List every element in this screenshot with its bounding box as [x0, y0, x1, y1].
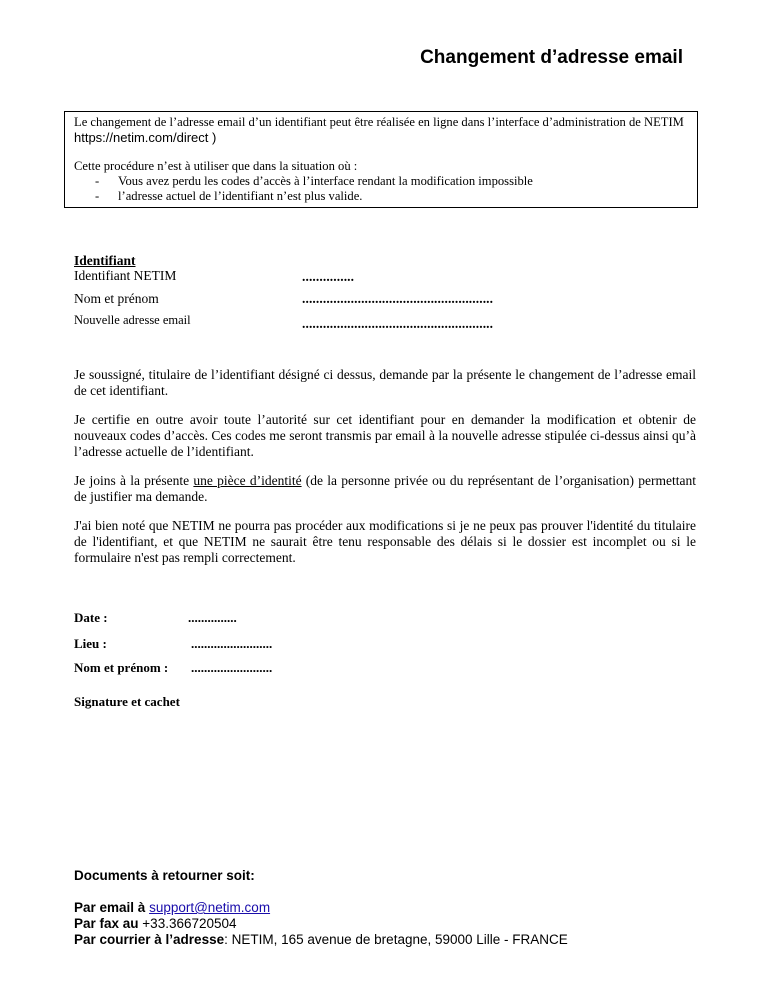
notice-box [64, 111, 698, 208]
support-email-link[interactable]: support@netim.com [149, 900, 271, 915]
paragraph: J'ai bien noté que NETIM ne pourra pas procéder aux modifications si je ne peux pas prouver l'identité du titulaire de l'identifiant, et que NETIM ne saurait être tenu responsable des délais si le dossier est incomplet ou si le formulaire n'est pas rempli correctement. [74, 518, 696, 565]
notice-bullet [74, 174, 691, 189]
field-fill-line[interactable]: ....................................................... [302, 291, 494, 306]
bullet-dash: - [95, 174, 100, 188]
identifiant-heading: Identifiant [74, 253, 136, 268]
field-label: Nouvelle adresse email [74, 313, 191, 327]
notice-intro-text: Le changement de l’adresse email d’un identifiant peut être réalisée en ligne dans l’interface d’administration de NETIM [74, 115, 684, 129]
mail-label: Par courrier à l’adresse [74, 932, 225, 947]
notice-intro [74, 115, 691, 146]
field-fill-line[interactable]: ............... [302, 269, 355, 284]
bullet-dash: - [95, 189, 100, 203]
nom-label: Nom et prénom : [74, 660, 169, 675]
nom-fill-line[interactable]: ......................... [191, 660, 273, 675]
fax-number: +33.366720504 [142, 916, 237, 931]
email-label: Par email à [74, 900, 150, 915]
bullet-text: Vous avez perdu les codes d’accès à l’interface rendant la modification impossible [118, 174, 533, 188]
field-label: Nom et prénom [74, 291, 159, 306]
fax-label: Par fax au [74, 916, 143, 931]
bullet-text: l’adresse actuel de l’identifiant n’est plus valide. [118, 189, 363, 203]
paragraph-text: (de la personne privée ou du représentant de l’organisation) permettant de justifier ma demande. [74, 473, 697, 504]
email-line [74, 900, 724, 916]
notice-procedure: Cette procédure n’est à utiliser que dans la situation où : [74, 159, 358, 173]
netim-direct-link[interactable]: https://netim.com/direct [74, 130, 209, 145]
identifiant-section [74, 253, 704, 331]
notice-url-close: ) [208, 130, 217, 145]
mail-line [74, 932, 724, 948]
page-title: Changement d’adresse email [420, 47, 683, 68]
declaration-text [74, 367, 696, 579]
signature-label: Signature et cachet [74, 694, 180, 709]
field-fill-line[interactable]: ....................................................... [302, 316, 494, 331]
notice-bullet [74, 189, 691, 204]
paragraph-text: Je joins à la présente [74, 473, 194, 488]
mail-address: : NETIM, 165 avenue de bretagne, 59000 Lille - FRANCE [224, 932, 568, 947]
paragraph: Je soussigné, titulaire de l’identifiant désigné ci dessus, demande par la présente le changement de l’adresse email de cet identifiant. [74, 367, 696, 398]
notice-bullet-list [74, 174, 691, 204]
piece-identite-underlined: une pièce d’identité [193, 473, 302, 488]
documents-heading: Documents à retourner soit: [74, 868, 255, 883]
lieu-fill-line[interactable]: ......................... [191, 636, 273, 651]
documents-section [74, 868, 724, 948]
date-fill-line[interactable]: ............... [188, 610, 237, 625]
paragraph: Je certifie en outre avoir toute l’autorité sur cet identifiant pour en demander la modification et obtenir de nouveaux codes d’accès. Ces codes me seront transmis par email à la nouvelle adresse stipulée ci-dessus ainsi qu’à l’adresse actuelle de l’identifiant. [74, 412, 696, 459]
field-label: Identifiant NETIM [74, 268, 177, 283]
lieu-label: Lieu : [74, 636, 107, 651]
date-label: Date : [74, 610, 108, 625]
fax-line [74, 916, 724, 932]
paragraph [74, 473, 696, 505]
